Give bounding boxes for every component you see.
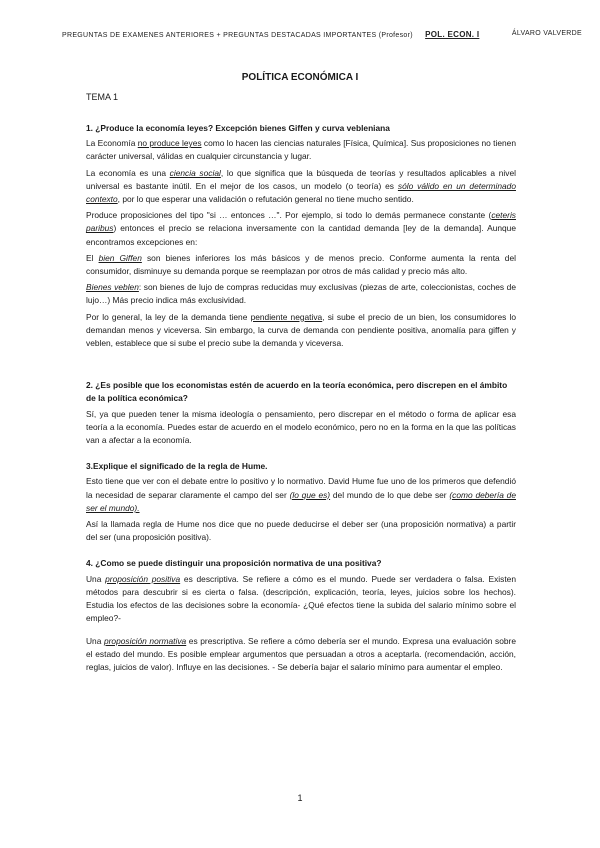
underlined-term: pendiente negativa <box>250 311 323 322</box>
underlined-term: (como debería de ser el mundo). <box>86 489 516 513</box>
document-body <box>86 122 516 677</box>
question-3: 3.Explique el significado de la regla de Hume. <box>86 461 268 472</box>
question-2: 2. ¿Es posible que los economistas estén de acuerdo en la teoría económica, pero discrepen en el ámbito de la política económica? <box>86 380 508 404</box>
underlined-term: (lo que es) <box>289 489 331 500</box>
header-course: POL. ECON. I <box>425 30 480 39</box>
page-title: POLÍTICA ECONÓMICA I <box>241 72 359 83</box>
page-number: 1 <box>297 793 303 803</box>
underlined-term: ceteris paribus <box>86 210 516 234</box>
underlined-term: proposición positiva <box>105 573 181 584</box>
paragraph: Sí, ya que pueden tener la misma ideología o pensamiento, pero discrepar en el método o forma de aplicar esa teoría a la economía. Puedes estar de acuerdo en el modelo económico, pero no en la forma en la que las políticas van a afectar a la economía. <box>86 408 516 446</box>
paragraph: Por lo general, la ley de la demanda tiene pendiente negativa, si sube el precio de un bien, los consumidores lo demandan menos y viceversa. Sin embargo, la curva de demanda con pendiente positiva, anomalía para giffen y veblen, establece que si sube el precio sube la demanda y viceversa. <box>86 311 516 349</box>
underlined-term: proposición normativa <box>103 635 187 646</box>
header-author: ÁLVARO VALVERDE <box>511 30 582 37</box>
paragraph: La Economía no produce leyes como lo hacen las ciencias naturales [Física, Química]. Sus proposiciones no tienen carácter universal, válidas en cualquier circunstancia y lugar. <box>86 138 516 162</box>
paragraph: Esto tiene que ver con el debate entre lo positivo y lo normativo. David Hume fue uno de los primeros que defendió la necesidad de separar claramente el campo del ser (lo que es) del mundo de lo que debe ser (como debería de ser el mundo). <box>86 476 516 513</box>
paragraph: El bien Giffen son bienes inferiores los más básicos y de menos precio. Conforme aumenta la renta del consumidor, disminuye su demanda porque se reemplazan por otros de más calidad y precio más alto. <box>86 252 516 277</box>
topic-label: TEMA 1 <box>86 92 119 102</box>
paragraph: Una proposición normativa es prescriptiva. Se refiere a cómo debería ser el mundo. Expresa una evaluación sobre el estado del mundo. Es posible emplear argumentos que persuadan a otros a aceptarla. (recomendación, acción, reglas, juicios de valor). Influye en las decisiones. - Se debería bajar el salario mínimo para aumentar el empleo. <box>86 635 516 672</box>
header-description: PREGUNTAS DE EXAMENES ANTERIORES + PREGUNTAS DESTACADAS IMPORTANTES (Profesor) <box>62 32 413 39</box>
question-4: 4. ¿Como se puede distinguir una proposición normativa de una positiva? <box>86 558 382 569</box>
paragraph: Bienes veblen: son bienes de lujo de compras reducidas muy exclusivas (piezas de arte, coleccionistas, coches de lujo…) Más precio indica más exclusividad. <box>86 282 516 306</box>
underlined-term: bien Giffen <box>98 252 142 263</box>
underlined-term: Bienes veblen <box>86 282 139 293</box>
question-1: 1. ¿Produce la economía leyes? Excepción bienes Giffen y curva vebleniana <box>86 123 390 133</box>
paragraph: La economía es una ciencia social, lo que significa que la búsqueda de teorías y resultados aplicables a nivel universal es bastante inútil. En el mejor de los casos, un modelo (o teoría) es sólo válido en un determinado contexto, por lo que esperar una validación o refutación general no tiene mucho sentido. <box>86 167 516 205</box>
page-header <box>62 30 582 39</box>
paragraph: Así la llamada regla de Hume nos dice que no puede deducirse el deber ser (una proposición normativa) a partir del ser (una proposición positiva). <box>86 519 516 543</box>
paragraph: Produce proposiciones del tipo "si … entonces …". Por ejemplo, si todo lo demás permanece constante (ceteris paribus) entonces el precio se relaciona inversamente con la cantidad demanda [ley de la demanda]. Aunque encontramos excepciones en: <box>86 210 516 247</box>
underlined-term: no produce leyes <box>137 138 202 149</box>
paragraph: Una proposición positiva es descriptiva. Se refiere a cómo es el mundo. Puede ser verdadera o falsa. Existen métodos para descubrir si es cierta o falsa. (descripción, explicación, teoría, leyes, juicios sobre los hechos). Estudia los efectos de las decisiones sobre la economía- ¿Qué efectos tiene la subida del salario mínimo sobre el empleo?- <box>86 573 516 624</box>
underlined-term: ciencia social <box>169 167 221 178</box>
underlined-term: sólo válido en un determinado contexto <box>86 180 516 205</box>
